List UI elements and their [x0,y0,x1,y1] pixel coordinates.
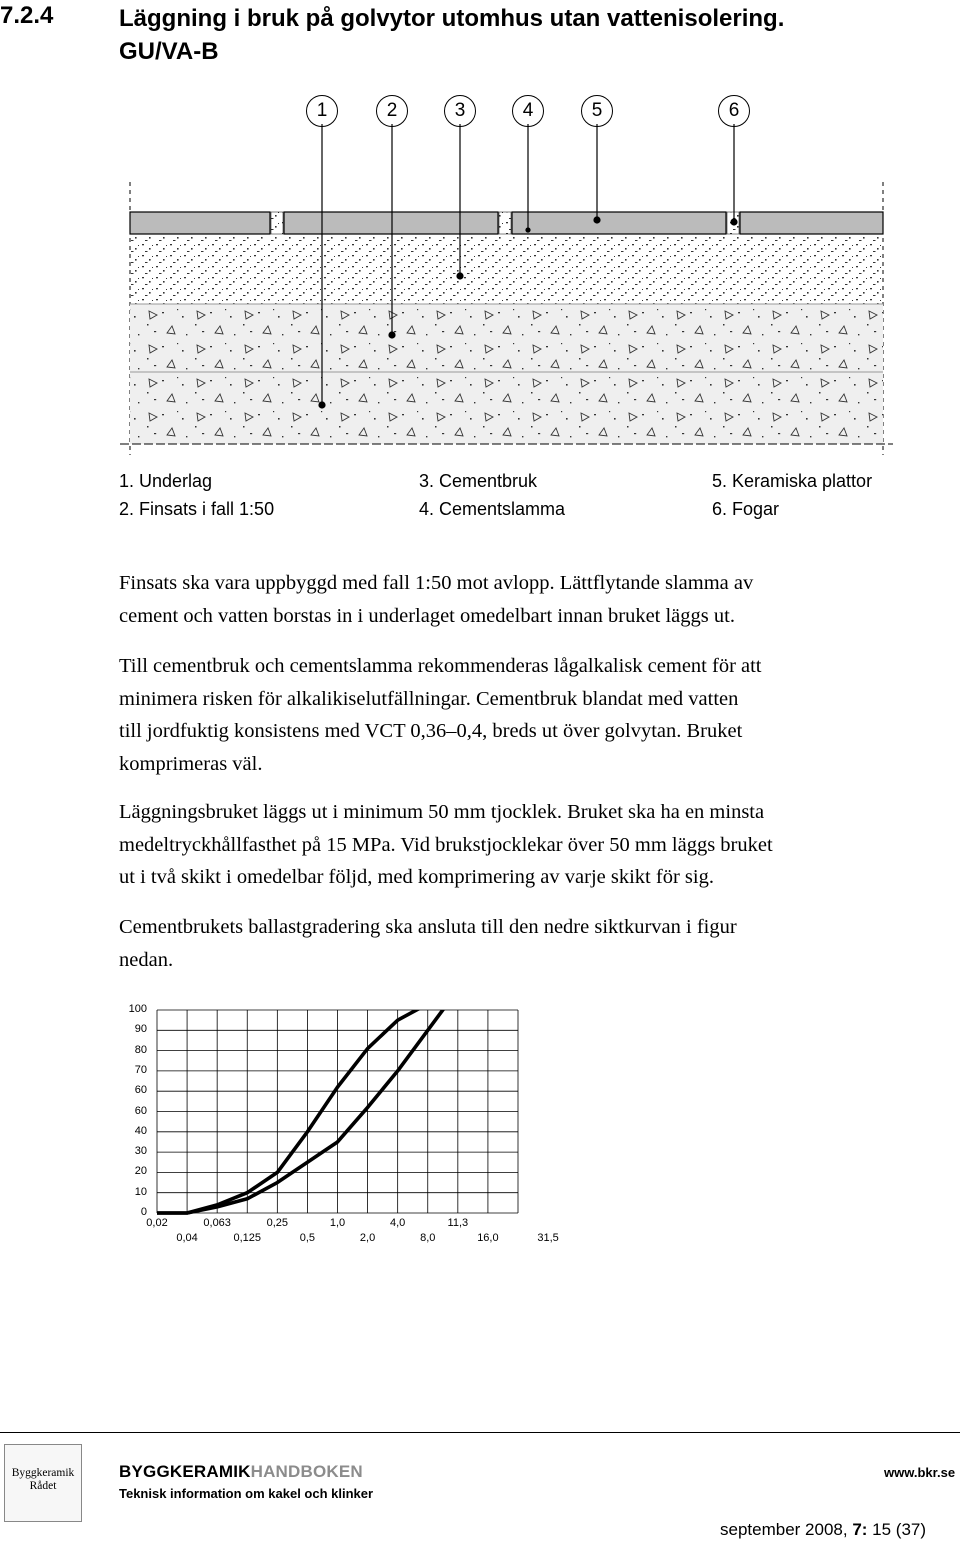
section-title-line2: GU/VA-B [119,38,219,65]
legend-item: 4. Cementslamma [419,499,566,519]
y-tick-label: 60 [134,1084,147,1097]
y-tick-label: 0 [140,1206,147,1218]
y-tick-label: 70 [134,1063,147,1076]
page-number [720,1520,926,1540]
y-tick-label: 90 [134,1023,147,1036]
logo-text: Byggkeramik [11,1467,75,1479]
x-tick-label: 0,02 [146,1217,168,1229]
x-tick-label: 2,0 [359,1232,376,1244]
callout-5: 5 [581,95,613,127]
text-line: medeltryckhållfasthet på 15 MPa. Vid brukstjocklekar över 50 mm läggs bruket [119,833,773,856]
x-tick-label: 31,5 [537,1232,559,1244]
y-tick-label: 60 [134,1104,147,1117]
text-line: Till cementbruk och cementslamma rekommenderas lågalkalisk cement för att [119,655,762,677]
page-index: 15 (37) [867,1520,927,1539]
brand-bold: BYGGKERAMIK [119,1462,251,1481]
y-tick-label: 20 [134,1165,147,1178]
text-line: Finsats ska vara uppbyggd med fall 1:50 mot avlopp. Lättflytande slamma av [119,572,754,594]
y-tick-label: 30 [134,1145,147,1158]
paragraph-2 [119,650,954,780]
paragraph-1 [119,567,954,632]
text-line: minimera risken för alkalikiselutfällningar. Cementbruk blandat med vatten [119,687,739,710]
grading-chart [0,1000,560,1250]
x-tick-label: 0,04 [176,1232,198,1244]
x-tick-label: 0,063 [203,1217,231,1229]
mortar-layer [130,236,883,304]
legend-column-1 [119,467,274,523]
handbook-brand [119,1462,363,1482]
page-chapter: 7: [852,1520,868,1539]
callout-3: 3 [444,95,476,127]
y-tick-label: 100 [128,1003,147,1015]
text-line: till jordfuktig konsistens med VCT 0,36–0,4, breds ut över golvytan. Bruket [119,720,743,742]
text-line: komprimeras väl. [119,752,263,775]
x-tick-label: 0,25 [266,1217,289,1229]
y-tick-label: 80 [134,1043,147,1056]
legend-item: 5. Keramiska plattor [712,471,873,491]
x-tick-label: 4,0 [390,1217,406,1229]
text-line: ut i två skikt i omedelbar följd, med komprimering av varje skikt för sig. [119,866,714,888]
x-tick-label: 0,5 [299,1232,316,1244]
text-line: Läggningsbruket läggs ut i minimum 50 mm tjocklek. Bruket ska ha en minsta [119,801,765,823]
y-tick-label: 10 [134,1185,147,1198]
text-line: nedan. [119,948,174,971]
legend-column-2 [419,467,565,523]
callout-1: 1 [306,95,338,127]
x-tick-label: 11,3 [447,1217,469,1229]
x-tick-label: 16,0 [477,1232,499,1244]
text-line: cement och vatten borstas in i underlaget omedelbart innan bruket läggs ut. [119,604,735,627]
legend-item: 6. Fogar [712,499,780,519]
screed-layer [130,304,883,372]
paragraph-3 [119,796,954,894]
section-number: 7.2.4 [0,2,54,29]
callout-2: 2 [376,95,408,127]
legend-item: 3. Cementbruk [419,471,538,491]
floor-cross-section-diagram [0,0,960,460]
brand-light: HANDBOKEN [250,1462,363,1481]
byggkeramikradet-logo [4,1444,82,1522]
footer-rule [0,1432,960,1433]
x-tick-label: 1,0 [329,1217,346,1229]
legend-column-3 [712,467,872,523]
page-date: september 2008, [720,1520,853,1539]
x-tick-label: 0,125 [233,1232,262,1244]
logo-text: Rådet [29,1480,57,1492]
section-title-line1: Läggning i bruk på golvytor utomhus utan vattenisolering. [119,5,785,32]
text-line: Cementbrukets ballastgradering ska ansluta till den nedre siktkurvan i figur [119,916,737,938]
legend-item: 1. Underlag [119,471,213,491]
legend-item: 2. Finsats i fall 1:50 [119,499,275,519]
callout-4: 4 [512,95,544,127]
handbook-tagline: Teknisk information om kakel och klinker [119,1486,374,1501]
substrate-layer [130,372,883,444]
paragraph-4 [119,911,954,976]
y-tick-label: 40 [134,1124,147,1137]
callout-6: 6 [718,95,750,127]
website-link[interactable]: www.bkr.se [884,1465,956,1480]
grading-chart-plot [0,1000,560,1250]
x-tick-label: 8,0 [420,1232,436,1244]
